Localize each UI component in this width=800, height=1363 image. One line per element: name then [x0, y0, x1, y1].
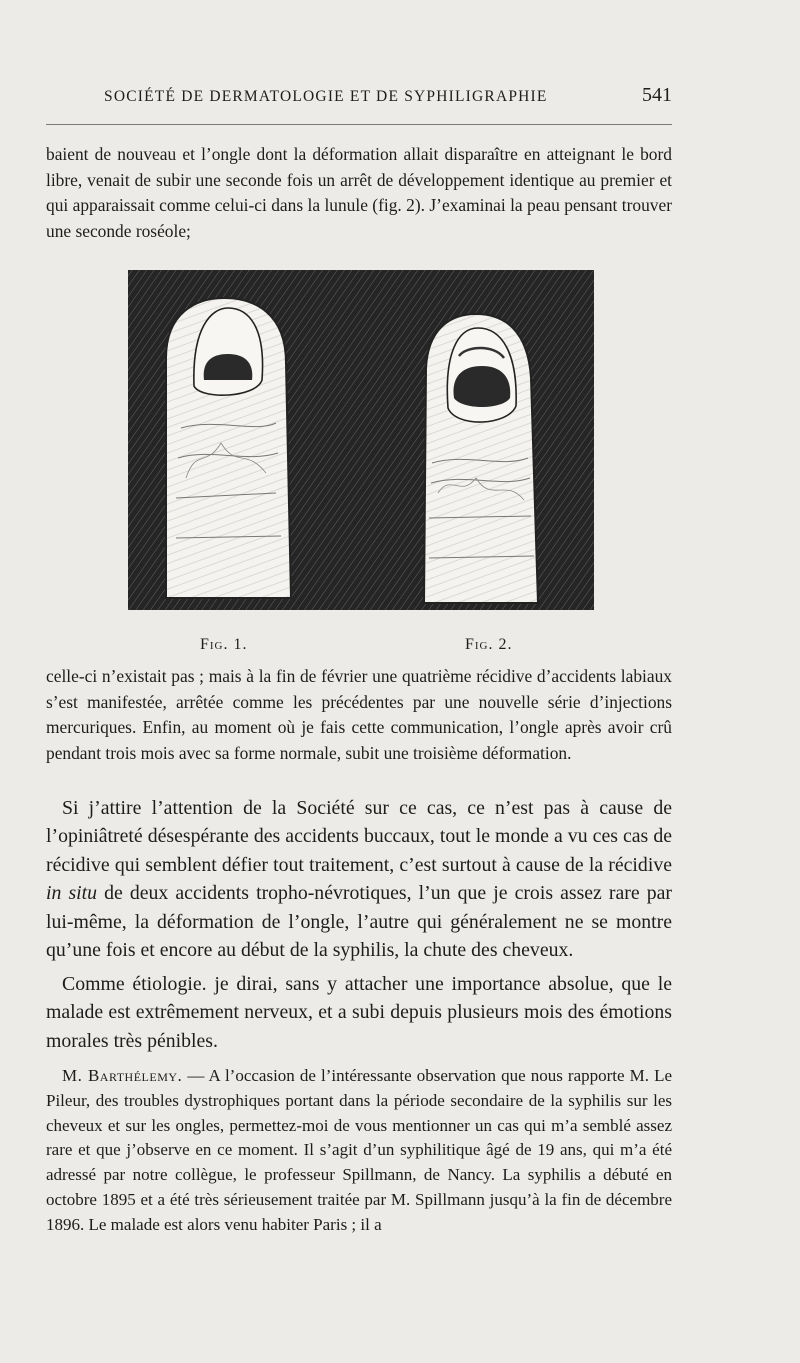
paragraph-5 [46, 1064, 672, 1238]
figure-1-caption: Fig. 1. [200, 636, 248, 653]
running-title: SOCIÉTÉ DE DERMATOLOGIE ET DE SYPHILIGRAPHIE [104, 88, 548, 105]
page-number: 541 [642, 84, 672, 106]
thumbs-engraving [126, 268, 596, 620]
paragraph-2: celle-ci n’existait pas ; mais à la fin de février une quatrième récidive d’accidents labiaux s’est manifestée, arrêtée comme les précédentes par une nouvelle série d’injections mercuriques. Enfin, au moment où je fais cette communication, l’ongle après avoir crû pendant trois mois avec sa forme normale, subit une troisième déformation. [46, 666, 672, 763]
fingernail-figure [126, 268, 596, 620]
figure-2-caption: Fig. 2. [465, 636, 513, 653]
speaker-name: M. Barthélemy. [62, 1066, 183, 1085]
header-rule [46, 124, 672, 125]
paragraph-3 [46, 794, 672, 964]
running-header [104, 84, 672, 110]
paragraph-3-text-b: de deux accidents tropho-névrotiques, l’un que je crois assez rare par lui-même, la déformation de l’ongle, l’autre qui généralement ne se montre qu’une fois et encore au début de la syphilis, la chute des cheveux. [46, 882, 672, 962]
paragraph-1: baient de nouveau et l’ongle dont la déformation allait disparaître en atteignant le bord libre, venait de subir une seconde fois un arrêt de développement identique au premier et qui apparaissait comme celui-ci dans la lunule (fig. 2). J’examinai la peau pensant trouver une seconde roséole; [46, 144, 672, 241]
paragraph-4: Comme étiologie. je dirai, sans y attacher une importance absolue, que le malade est extrêmement nerveux, et a subi depuis plusieurs mois des émotions morales très pénibles. [46, 973, 672, 1052]
thumb-fig-1 [166, 298, 291, 598]
thumb-fig-2 [424, 314, 538, 603]
paragraph-3-italic: in situ [46, 882, 98, 905]
paragraph-5-text: — A l’occasion de l’intéressante observation que nous rapporte M. Le Pileur, des troubles dystrophiques portant dans la période secondaire de la syphilis sur les cheveux et sur les ongles, permettez-moi de vous mentionner un cas qui m’a semblé assez rare et que j’observe en ce moment. Il s’agit d’un syphilitique âgé de 19 ans, qui m’a été adressé par notre collègue, le professeur Spillmann, de Nancy. La syphilis a débuté en octobre 1895 et a été très sérieusement traitée par M. Spillmann jusqu’à la fin de décembre 1896. Le malade est alors venu habiter Paris ; il a [46, 1066, 672, 1234]
paragraph-3-text-a: Si j’attire l’attention de la Société sur ce cas, ce n’est pas à cause de l’opiniâtreté désespérante des accidents buccaux, tout le monde a vu ces cas de récidive qui semblent défier tout traitement, c’est surtout à cause de la récidive [46, 797, 672, 876]
